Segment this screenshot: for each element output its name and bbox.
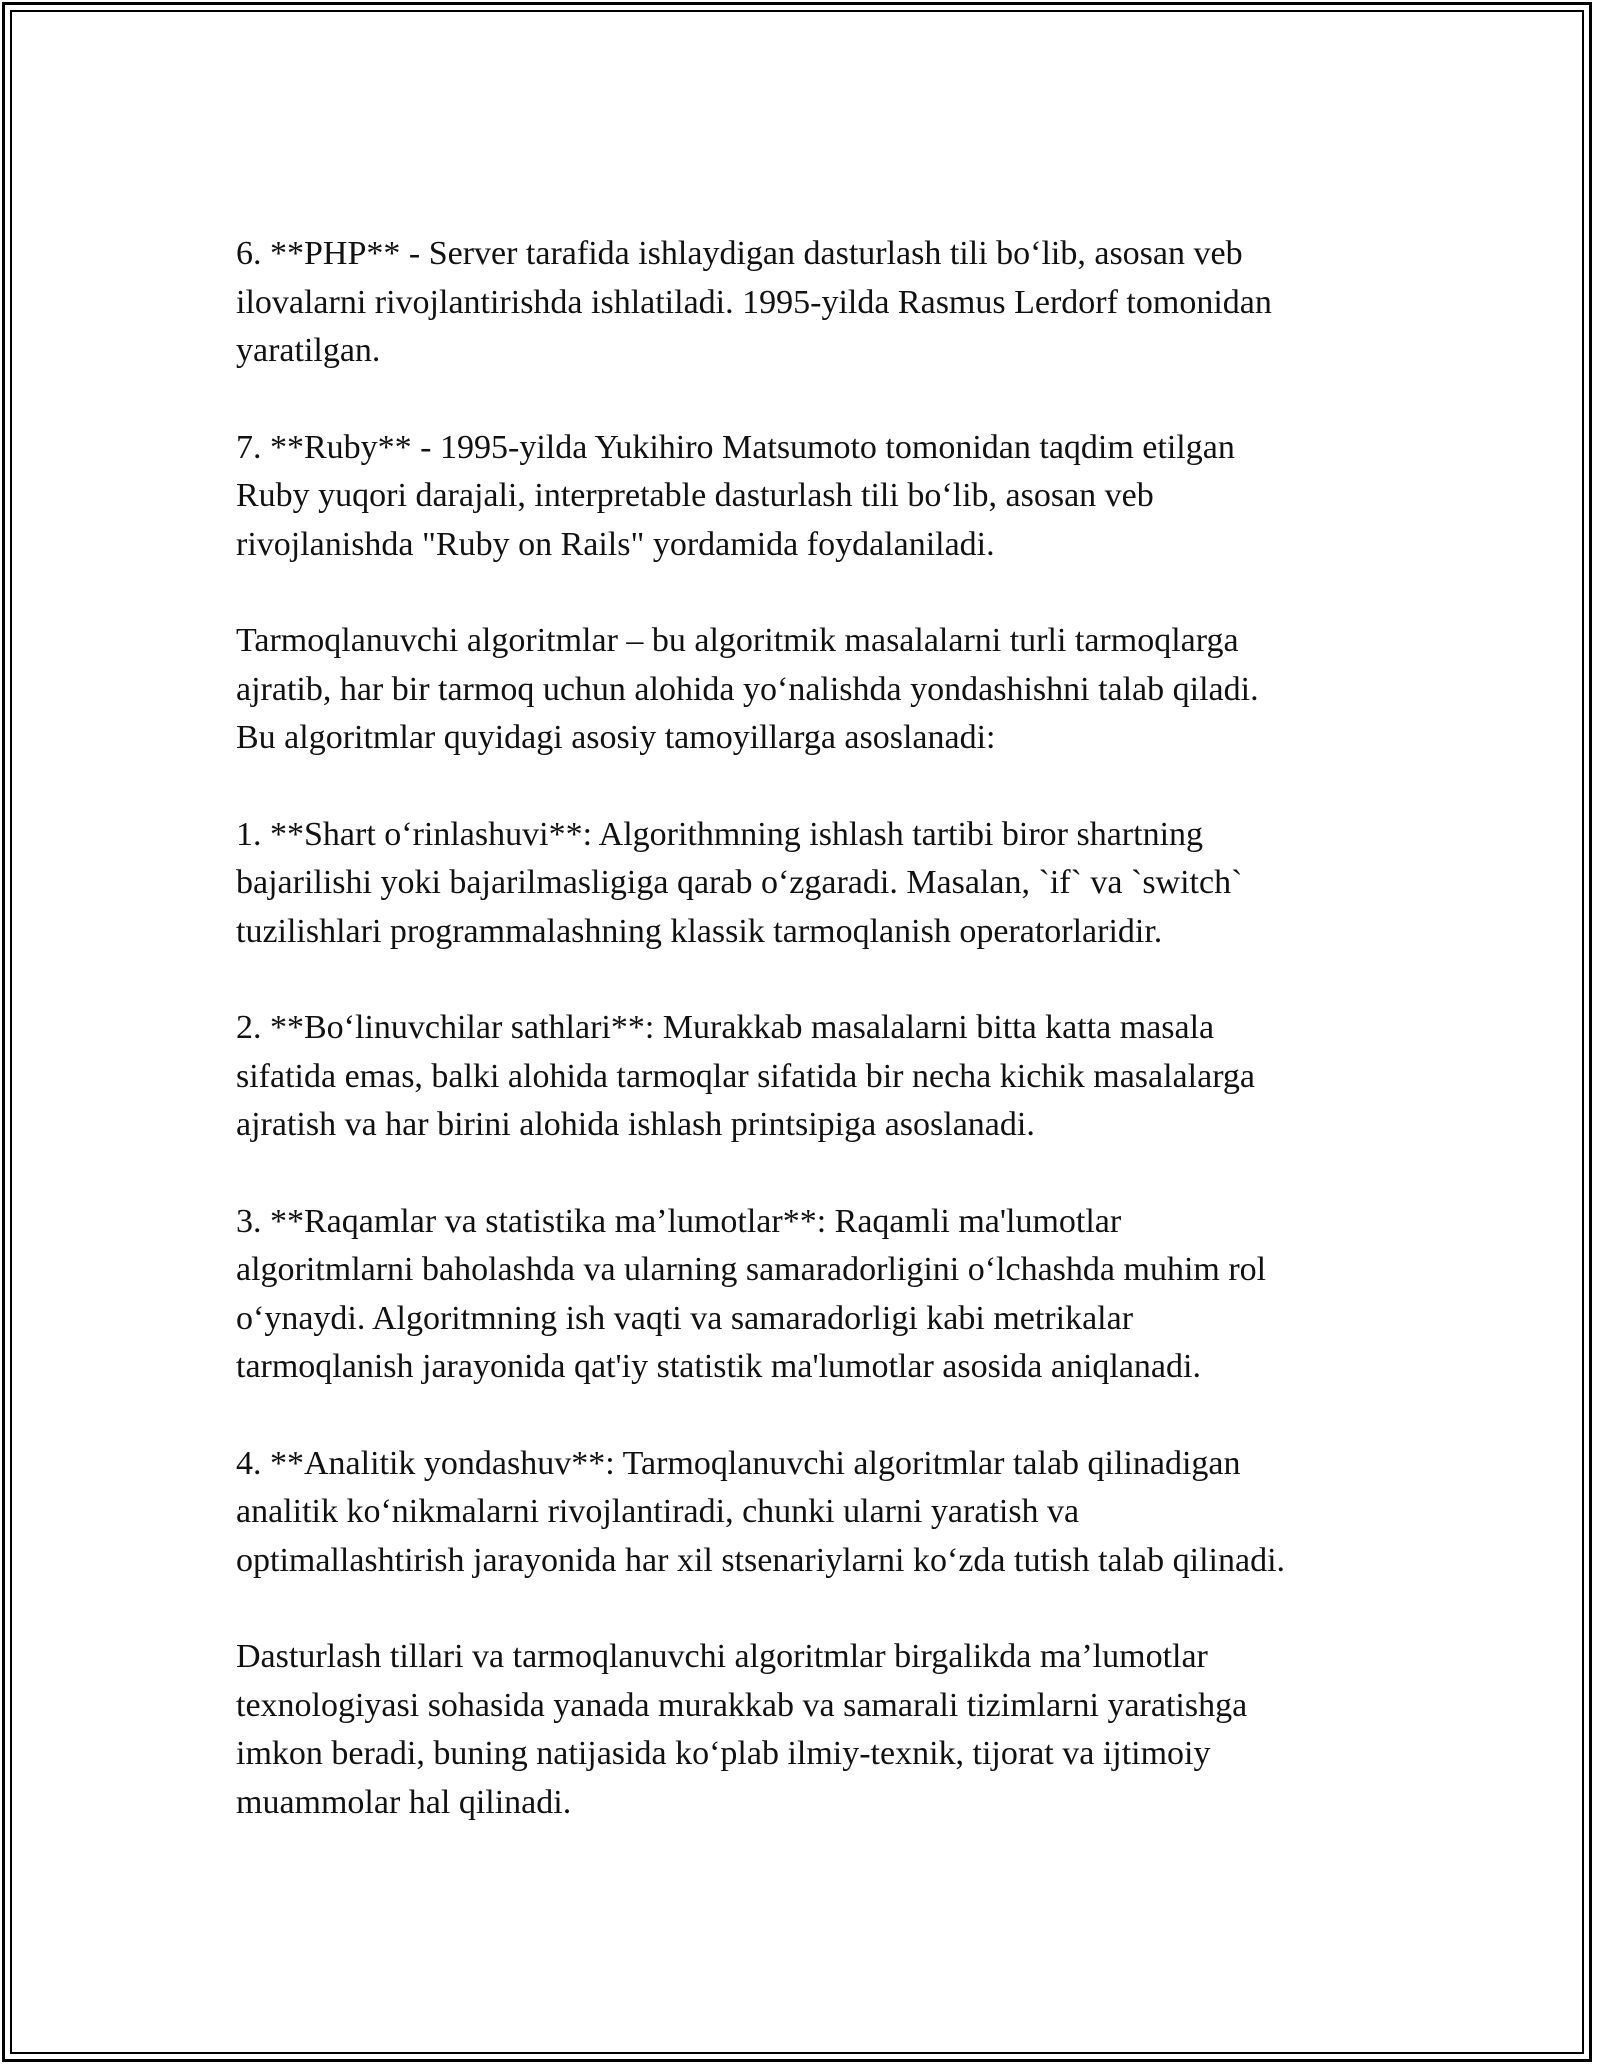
paragraph-ruby: 7. **Ruby** - 1995-yilda Yukihiro Matsumoto tomonidan taqdim etilgan Ruby yuqori darajali, interpretable dasturlash tili bo‘lib, asosan veb rivojlanishda "Ruby on Rails" yordamida foydalaniladi.: [236, 428, 1235, 563]
document-body: [236, 230, 1396, 1875]
paragraph-analytic-approach: 4. **Analitik yondashuv**: Tarmoqlanuvchi algoritmlar talab qilinadigan analitik ko‘nikmalarni rivojlantiradi, chunki ularni yaratish va optimallashtirish jarayonida har xil stsenariylarni ko‘zda tutish talab qilinadi.: [236, 1444, 1286, 1579]
paragraph-divisibility-levels: 2. **Bo‘linuvchilar sathlari**: Murakkab masalalarni bitta katta masala sifatida emas, balki alohida tarmoqlar sifatida bir necha kichik masalalarga ajratish va har birini alohida ishlash printsipiga asoslanadi.: [236, 1009, 1255, 1143]
paragraph-php: 6. **PHP** - Server tarafida ishlaydigan dasturlash tili bo‘lib, asosan veb ilovalarni rivojlantirishda ishlatiladi. 1995-yilda Rasmus Lerdorf tomonidan yaratilgan.: [236, 235, 1272, 369]
paragraph-branching-intro: Tarmoqlanuvchi algoritmlar – bu algoritmik masalalarni turli tarmoqlarga ajratib, har bir tarmoq uchun alohida yo‘nalishda yondashishni talab qiladi. Bu algoritmlar quyidagi asosiy tamoyillarga asoslanadi:: [236, 622, 1259, 756]
paragraph-condition: 1. **Shart o‘rinlashuvi**: Algorithmning ishlash tartibi biror shartning bajarilishi yoki bajarilmasligiga qarab o‘zgaradi. Masalan, `if` va `switch` tuzilishlari programmalashning klassik tarmoqlanish operatorlaridir.: [236, 815, 1243, 950]
paragraph-numbers-statistics: 3. **Raqamlar va statistika ma’lumotlar**: Raqamli ma'lumotlar algoritmlarni baholashda va ularning samaradorligini o‘lchashda muhim rol o‘ynaydi. Algoritmning ish vaqti va samaradorligi kabi metrikalar tarmoqlanish jarayonida qat'iy statistik ma'lumotlar asosida aniqlanadi.: [236, 1202, 1267, 1385]
paragraph-conclusion: Dasturlash tillari va tarmoqlanuvchi algoritmlar birgalikda ma’lumotlar texnologiyasi sohasida yanada murakkab va samarali tizimlarni yaratishga imkon beradi, buning natijasida ko‘plab ilmiy-texnik, tijorat va ijtimoiy muammolar hal qilinadi.: [236, 1638, 1248, 1821]
